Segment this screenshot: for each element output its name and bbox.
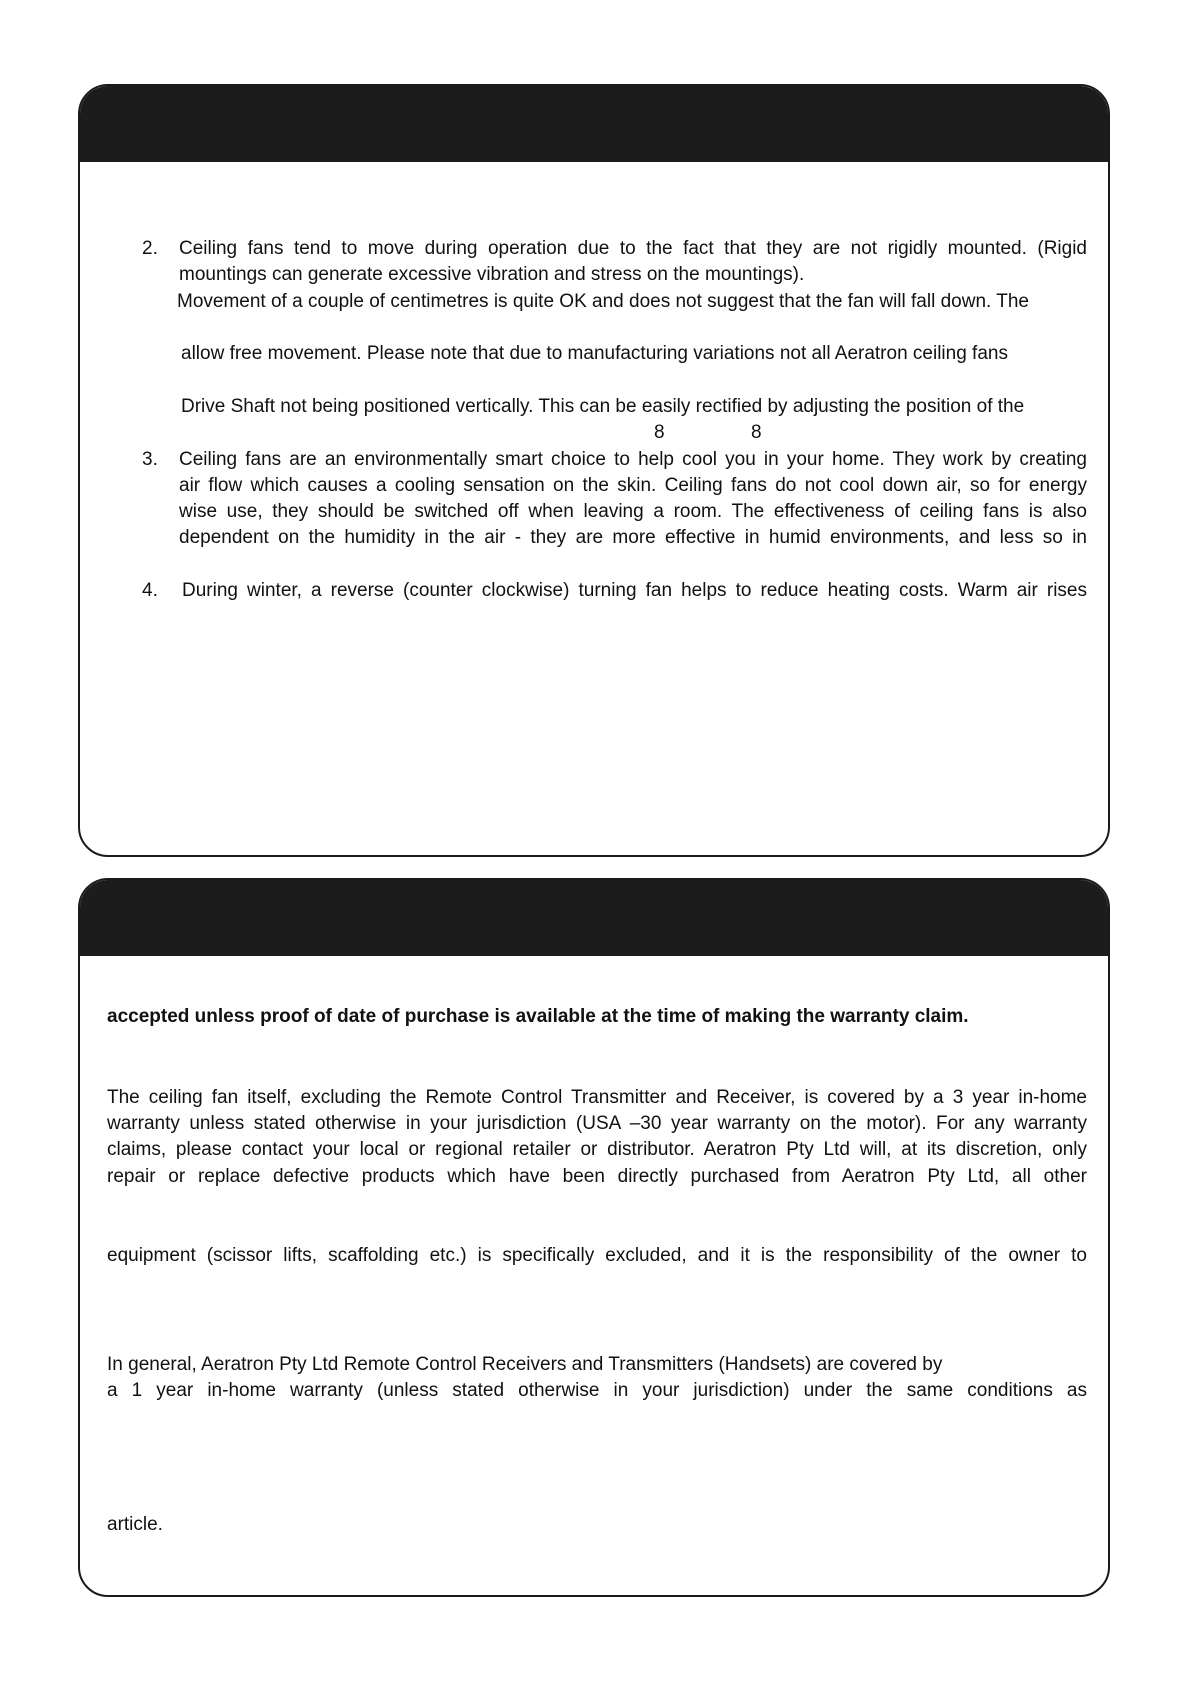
- item3-line-1: Ceiling fans are an environmentally smart choice to help cool you in your home. They work by creating: [179, 449, 1087, 470]
- warranty-fan-line-1: The ceiling fan itself, excluding the Remote Control Transmitter and Receiver, is covered by a 3 year in-home: [107, 1087, 1087, 1108]
- warranty-article-line: article.: [107, 1514, 163, 1535]
- item2-line-5: Drive Shaft not being positioned vertically. This can be easily rectified by adjusting the position of the: [181, 396, 1025, 417]
- item-number-4: 4.: [142, 580, 158, 601]
- warranty-panel: [78, 878, 1110, 1597]
- item3-line-3: wise use, they should be switched off when leaving a room. The effectiveness of ceiling fans is also: [179, 501, 1087, 522]
- item2-line-4: allow free movement. Please note that due to manufacturing variations not all Aeratron ceiling fans: [181, 343, 1008, 364]
- stray-digit-2: 8: [751, 422, 762, 443]
- warranty-fan-line-4: repair or replace defective products which have been directly purchased from Aeratron Pty Ltd, all other: [107, 1166, 1087, 1187]
- item3-line-2: air flow which causes a cooling sensation on the skin. Ceiling fans do not cool down air, so for energy: [179, 475, 1087, 496]
- item-number-2: 2.: [142, 238, 158, 259]
- item4-line-1: During winter, a reverse (counter clockwise) turning fan helps to reduce heating costs. Warm air rises: [182, 580, 1087, 601]
- item2-line-1: Ceiling fans tend to move during operation due to the fact that they are not rigidly mounted. (Rigid: [179, 238, 1087, 259]
- warranty-equipment-line: equipment (scissor lifts, scaffolding etc.) is specifically excluded, and it is the responsibility of the owner to: [107, 1245, 1087, 1266]
- item-number-3: 3.: [142, 449, 158, 470]
- warranty-remote-line-2: a 1 year in-home warranty (unless stated otherwise in your jurisdiction) under the same conditions as: [107, 1380, 1087, 1401]
- notes-panel-header: [80, 86, 1108, 162]
- item3-line-4: dependent on the humidity in the air - they are more effective in humid environments, and less so in: [179, 527, 1087, 548]
- item2-line-2: mountings can generate excessive vibration and stress on the mountings).: [179, 264, 805, 285]
- stray-digit-1: 8: [654, 422, 665, 443]
- warranty-remote-line-1: In general, Aeratron Pty Ltd Remote Control Receivers and Transmitters (Handsets) are covered by: [107, 1354, 943, 1375]
- warranty-panel-header: [80, 880, 1108, 956]
- item2-line-3: Movement of a couple of centimetres is quite OK and does not suggest that the fan will fall down. The: [177, 291, 1029, 312]
- warranty-proof-line: accepted unless proof of date of purchase is available at the time of making the warranty claim.: [107, 1006, 969, 1027]
- warranty-fan-line-2: warranty unless stated otherwise in your jurisdiction (USA –30 year warranty on the motor). For any warranty: [107, 1113, 1087, 1134]
- warranty-fan-line-3: claims, please contact your local or regional retailer or distributor. Aeratron Pty Ltd will, at its discretion, only: [107, 1139, 1087, 1160]
